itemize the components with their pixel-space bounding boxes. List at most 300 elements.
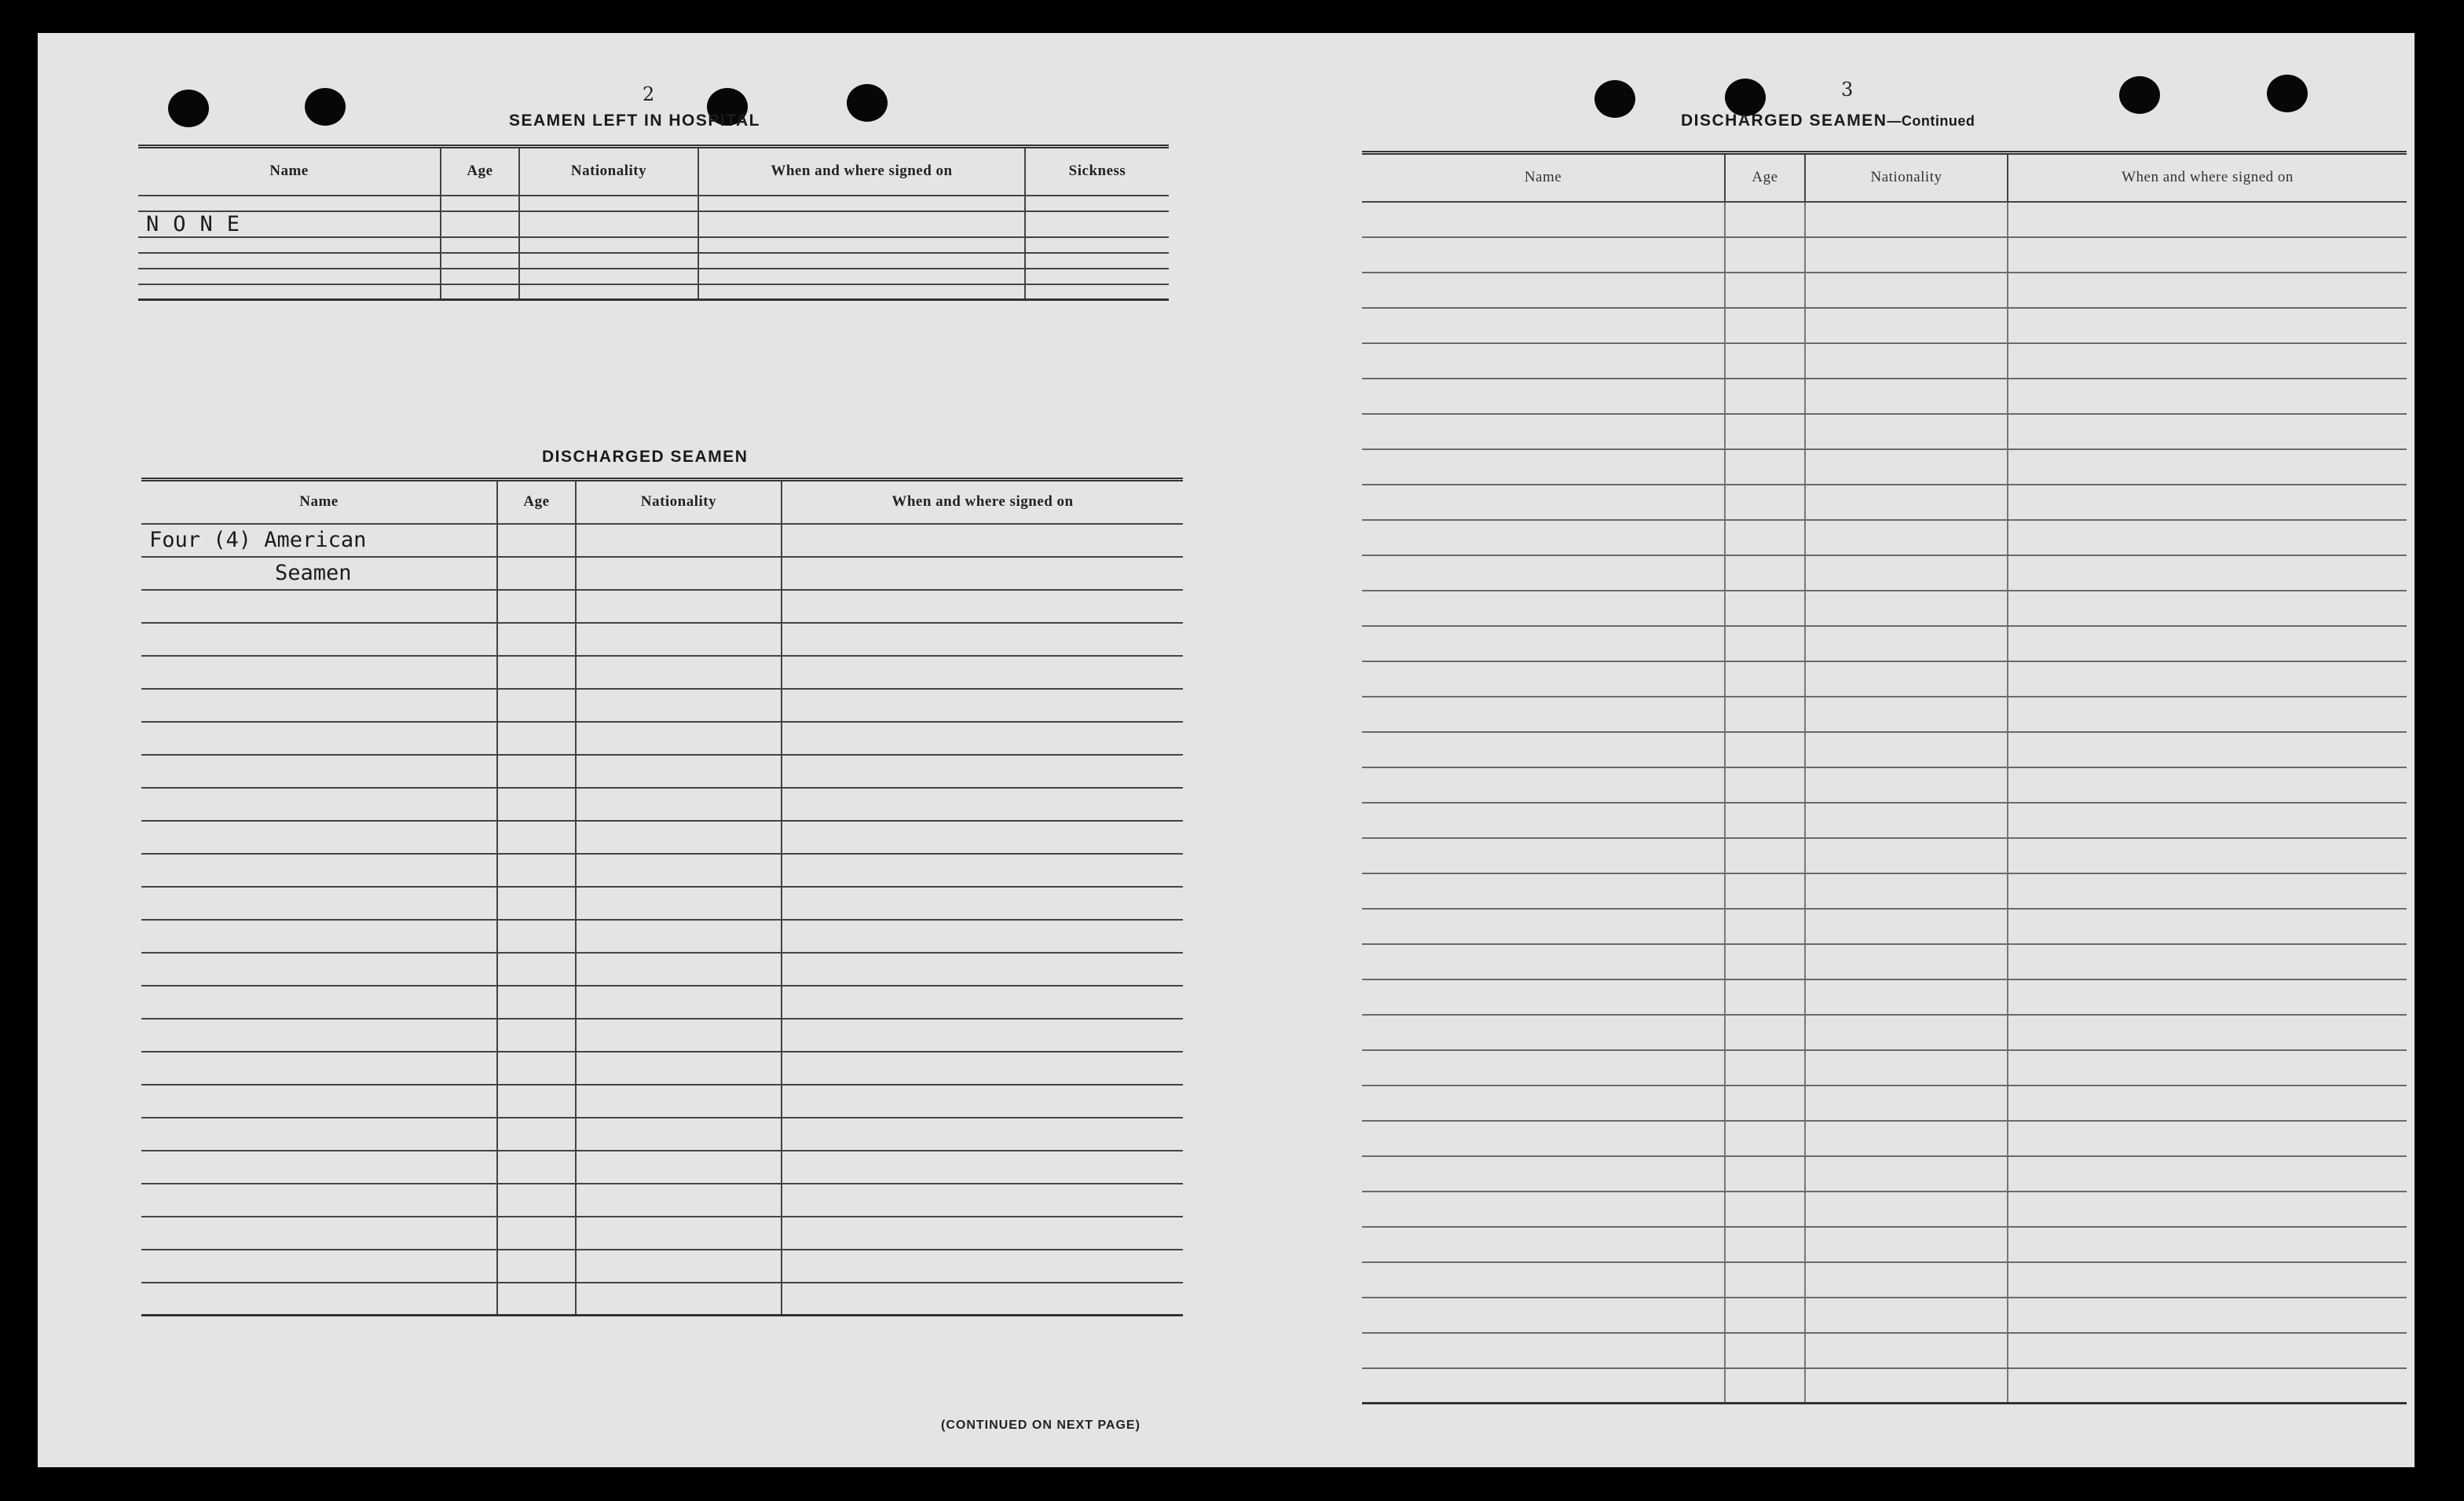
table-cell: [497, 1184, 576, 1217]
table-cell: [141, 590, 497, 623]
table-row: [1362, 237, 2407, 273]
table-cell: [2008, 1015, 2407, 1050]
table-cell: [1805, 1085, 2008, 1121]
table-cell: [441, 253, 519, 269]
table-cell: [1805, 1227, 2008, 1262]
table-cell: [698, 237, 1025, 253]
table-cell: [1362, 626, 1725, 661]
column-header: Nationality: [519, 147, 698, 196]
table-cell: [1362, 1298, 1725, 1333]
table-cell: [1725, 1298, 1805, 1333]
table-cell: [519, 211, 698, 237]
table-cell: [1362, 1085, 1725, 1121]
table-cell: [1362, 1121, 1725, 1156]
table-cell: [576, 557, 782, 590]
table-cell: [1362, 1015, 1725, 1050]
table-cell: [1805, 838, 2008, 873]
table-cell: [1362, 202, 1725, 237]
table-cell: [1725, 202, 1805, 237]
table-cell: [782, 1019, 1183, 1052]
table-cell: [497, 887, 576, 920]
table-cell: [1725, 979, 1805, 1015]
table-cell: [141, 1217, 497, 1250]
table-cell: [497, 557, 576, 590]
table-row: [1362, 979, 2407, 1015]
table-cell: [2008, 202, 2407, 237]
table-cell: [2008, 591, 2407, 626]
table-row: [141, 1250, 1183, 1283]
table-cell: [576, 1217, 782, 1250]
table-cell: [1362, 803, 1725, 838]
table-cell: [1805, 202, 2008, 237]
table-row: [141, 986, 1183, 1019]
table-cell: [782, 623, 1183, 656]
table-cell: [1362, 944, 1725, 979]
table-cell: [1725, 237, 1805, 273]
table-cell: [1362, 379, 1725, 414]
table-cell: [1805, 555, 2008, 591]
table-row: [1362, 803, 2407, 838]
table-cell: [441, 237, 519, 253]
table-cell: [497, 1019, 576, 1052]
table-cell: [141, 689, 497, 722]
table-cell: [1805, 1368, 2008, 1404]
table-row: [1362, 873, 2407, 909]
table-cell: [782, 788, 1183, 821]
table-cell: [782, 656, 1183, 689]
table-cell: Seamen: [141, 557, 497, 590]
table-cell: [2008, 520, 2407, 555]
table-cell: [138, 253, 441, 269]
table-row: [1362, 1368, 2407, 1404]
table-cell: [1362, 1192, 1725, 1227]
table-cell: [1362, 661, 1725, 697]
continued-table: [1362, 151, 2407, 1404]
table-cell: [2008, 1121, 2407, 1156]
table-cell: [782, 722, 1183, 755]
table-row: [1362, 449, 2407, 485]
table-cell: [2008, 555, 2407, 591]
table-cell: [1805, 767, 2008, 803]
table-cell: [782, 1250, 1183, 1283]
table-row: [141, 755, 1183, 788]
table-cell: [497, 1250, 576, 1283]
table-cell: [1725, 520, 1805, 555]
table-cell: [497, 689, 576, 722]
table-row: [1362, 202, 2407, 237]
table-cell: [1805, 379, 2008, 414]
table-cell: [519, 237, 698, 253]
table-cell: [1362, 1262, 1725, 1298]
table-cell: [141, 1151, 497, 1184]
table-cell: [1362, 1227, 1725, 1262]
table-cell: [141, 953, 497, 986]
table-cell: [576, 1019, 782, 1052]
table-cell: [576, 953, 782, 986]
table-cell: [2008, 273, 2407, 308]
table-row: [141, 524, 1183, 557]
table-cell: [497, 854, 576, 887]
table-cell: [698, 211, 1025, 237]
table-cell: [1025, 269, 1169, 284]
table-row: [141, 1019, 1183, 1052]
table-row: [1362, 1156, 2407, 1192]
table-cell: [141, 887, 497, 920]
table-cell: [1725, 414, 1805, 449]
table-cell: [576, 821, 782, 854]
table-cell: [1805, 1333, 2008, 1368]
table-cell: [1805, 1121, 2008, 1156]
table-row: [138, 237, 1169, 253]
column-header: Name: [141, 480, 497, 524]
table-row: [141, 1151, 1183, 1184]
table-cell: [519, 253, 698, 269]
table-cell: [576, 788, 782, 821]
table-row: [141, 887, 1183, 920]
table-cell: [1805, 732, 2008, 767]
column-header: When and where signed on: [2008, 153, 2407, 202]
table-cell: [1362, 767, 1725, 803]
table-cell: [1362, 873, 1725, 909]
table-cell: [138, 284, 441, 300]
table-row: [1362, 1050, 2407, 1085]
table-cell: [1805, 1050, 2008, 1085]
table-row: [1362, 838, 2407, 873]
right-page: [1263, 33, 2415, 1467]
table-cell: [1362, 485, 1725, 520]
table-cell: [1362, 308, 1725, 343]
table-cell: [141, 821, 497, 854]
table-cell: [1725, 909, 1805, 944]
column-header: Nationality: [1805, 153, 2008, 202]
table-cell: [138, 196, 441, 211]
table-row: [1362, 414, 2407, 449]
table-cell: [1725, 626, 1805, 661]
table-cell: [141, 1250, 497, 1283]
table-cell: [497, 1052, 576, 1085]
column-header: Sickness: [1025, 147, 1169, 196]
table-cell: [2008, 1368, 2407, 1404]
table-cell: [2008, 1192, 2407, 1227]
table-cell: [1362, 343, 1725, 379]
column-header: When and where signed on: [698, 147, 1025, 196]
table-cell: [1725, 485, 1805, 520]
table-cell: [519, 196, 698, 211]
table-row: [1362, 308, 2407, 343]
table-cell: [441, 196, 519, 211]
table-cell: [141, 656, 497, 689]
table-cell: [497, 953, 576, 986]
table-cell: [576, 1151, 782, 1184]
table-cell: [576, 656, 782, 689]
table-cell: [141, 788, 497, 821]
table-row: [141, 623, 1183, 656]
table-cell: [782, 920, 1183, 953]
table-row: [141, 1085, 1183, 1118]
column-header: Nationality: [576, 480, 782, 524]
table-cell: [1725, 591, 1805, 626]
table-cell: [576, 854, 782, 887]
table-row: [1362, 343, 2407, 379]
table-row: [141, 722, 1183, 755]
discharged-section-title: DISCHARGED SEAMEN: [542, 448, 749, 466]
table-cell: [497, 524, 576, 557]
table-cell: [497, 1118, 576, 1151]
table-row: [141, 1217, 1183, 1250]
table-cell: [782, 986, 1183, 1019]
table-cell: [1725, 343, 1805, 379]
table-cell: [1362, 449, 1725, 485]
table-cell: [1725, 273, 1805, 308]
table-cell: [576, 1250, 782, 1283]
table-cell: [1362, 1050, 1725, 1085]
table-cell: [1725, 697, 1805, 732]
table-row: [141, 1184, 1183, 1217]
table-cell: [2008, 308, 2407, 343]
table-cell: [1362, 838, 1725, 873]
table-cell: [1805, 1298, 2008, 1333]
table-cell: [1805, 661, 2008, 697]
table-cell: [698, 253, 1025, 269]
left-page: [38, 33, 1247, 1467]
table-row: [1362, 1298, 2407, 1333]
table-row: [1362, 1121, 2407, 1156]
table-cell: [576, 920, 782, 953]
table-cell: [1725, 1050, 1805, 1085]
table-cell: [1362, 414, 1725, 449]
table-cell: [1725, 379, 1805, 414]
table-cell: [1805, 979, 2008, 1015]
section-title-text: DISCHARGED SEAMEN: [1681, 112, 1887, 130]
table-cell: [1805, 237, 2008, 273]
table-cell: [1025, 253, 1169, 269]
table-cell: [1725, 1121, 1805, 1156]
table-cell: [2008, 449, 2407, 485]
table-cell: [782, 557, 1183, 590]
table-cell: [1362, 979, 1725, 1015]
table-cell: [497, 755, 576, 788]
table-cell: [1805, 803, 2008, 838]
table-cell: [782, 590, 1183, 623]
table-cell: [1725, 1015, 1805, 1050]
table-cell: [141, 1184, 497, 1217]
table-row: [1362, 520, 2407, 555]
table-cell: [2008, 626, 2407, 661]
table-cell: [576, 986, 782, 1019]
table-cell: [1805, 909, 2008, 944]
table-row: [1362, 626, 2407, 661]
table-row: [1362, 379, 2407, 414]
table-cell: [1362, 237, 1725, 273]
table-cell: [441, 211, 519, 237]
table-cell: [141, 1085, 497, 1118]
column-header: When and where signed on: [782, 480, 1183, 524]
table-cell: [1362, 1333, 1725, 1368]
table-cell: [1805, 308, 2008, 343]
table-cell: [576, 1118, 782, 1151]
table-row: [141, 1118, 1183, 1151]
page-number: 3: [1841, 79, 1854, 101]
table-cell: [2008, 1333, 2407, 1368]
table-cell: [576, 755, 782, 788]
table-cell: [782, 1217, 1183, 1250]
table-cell: [576, 887, 782, 920]
table-cell: [782, 1118, 1183, 1151]
table-cell: [2008, 979, 2407, 1015]
table-cell: Four (4) American: [141, 524, 497, 557]
table-cell: [1805, 485, 2008, 520]
table-cell: [141, 1118, 497, 1151]
column-header: Age: [1725, 153, 1805, 202]
table-cell: [1725, 732, 1805, 767]
table-cell: [1805, 414, 2008, 449]
table-row: [141, 590, 1183, 623]
table-cell: [1805, 697, 2008, 732]
table-row: [138, 284, 1169, 300]
table-cell: [497, 1217, 576, 1250]
table-cell: [497, 1151, 576, 1184]
table-cell: [497, 788, 576, 821]
table-cell: [1362, 697, 1725, 732]
table-row: [1362, 1192, 2407, 1227]
table-cell: [141, 854, 497, 887]
table-cell: [497, 623, 576, 656]
table-cell: [141, 1052, 497, 1085]
page-number: 2: [643, 83, 655, 105]
table-cell: [1805, 873, 2008, 909]
table-cell: [698, 284, 1025, 300]
table-cell: [138, 237, 441, 253]
table-cell: [2008, 1085, 2407, 1121]
table-row: [1362, 1015, 2407, 1050]
table-cell: [1725, 308, 1805, 343]
table-cell: [1725, 767, 1805, 803]
table-cell: [441, 269, 519, 284]
table-row: [138, 253, 1169, 269]
table-cell: [2008, 732, 2407, 767]
table-cell: [1725, 1085, 1805, 1121]
table-cell: [782, 689, 1183, 722]
column-header: Name: [1362, 153, 1725, 202]
table-cell: [2008, 485, 2407, 520]
table-cell: [1362, 1156, 1725, 1192]
table-row: [1362, 944, 2407, 979]
table-row: [141, 689, 1183, 722]
table-cell: [2008, 803, 2407, 838]
table-row: [138, 269, 1169, 284]
table-cell: [782, 1184, 1183, 1217]
table-cell: [141, 1019, 497, 1052]
table-cell: [2008, 838, 2407, 873]
table-cell: [2008, 414, 2407, 449]
table-row: [141, 953, 1183, 986]
table-cell: [1805, 449, 2008, 485]
table-cell: [1725, 1262, 1805, 1298]
table-cell: [2008, 697, 2407, 732]
table-cell: [2008, 343, 2407, 379]
table-cell: [519, 284, 698, 300]
table-cell: [497, 1283, 576, 1316]
table-row: [1362, 591, 2407, 626]
table-row: [141, 656, 1183, 689]
table-cell: [1725, 1227, 1805, 1262]
table-cell: [1362, 555, 1725, 591]
table-cell: [782, 524, 1183, 557]
table-cell: [2008, 1298, 2407, 1333]
table-cell: [497, 656, 576, 689]
table-cell: [1725, 873, 1805, 909]
table-cell: [782, 854, 1183, 887]
table-cell: [1025, 284, 1169, 300]
table-row: [138, 196, 1169, 211]
table-cell: [2008, 237, 2407, 273]
table-row: [1362, 1227, 2407, 1262]
table-cell: [2008, 1156, 2407, 1192]
table-cell: [782, 887, 1183, 920]
table-cell: [1805, 1192, 2008, 1227]
table-cell: [1805, 520, 2008, 555]
scanned-document-sheet: [38, 33, 2415, 1467]
table-row: [1362, 555, 2407, 591]
table-cell: [141, 623, 497, 656]
table-row: [1362, 1262, 2407, 1298]
table-cell: [1725, 803, 1805, 838]
table-cell: [782, 953, 1183, 986]
table-cell: [1725, 1156, 1805, 1192]
table-cell: [576, 623, 782, 656]
table-cell: [141, 986, 497, 1019]
table-row: [141, 1283, 1183, 1316]
table-cell: [782, 821, 1183, 854]
table-cell: [1362, 591, 1725, 626]
table-cell: [1725, 555, 1805, 591]
table-cell: [1805, 273, 2008, 308]
table-row: [1362, 697, 2407, 732]
table-cell: [576, 1052, 782, 1085]
table-cell: [576, 1283, 782, 1316]
table-row: [1362, 661, 2407, 697]
table-cell: [1805, 343, 2008, 379]
column-header: Name: [138, 147, 441, 196]
table-cell: [138, 269, 441, 284]
table-row: [141, 821, 1183, 854]
table-cell: [497, 920, 576, 953]
table-cell: [576, 590, 782, 623]
table-cell: NONE: [138, 211, 441, 237]
table-cell: [1725, 661, 1805, 697]
table-cell: [782, 1085, 1183, 1118]
table-cell: [1025, 211, 1169, 237]
table-cell: [1725, 1368, 1805, 1404]
table-cell: [141, 920, 497, 953]
table-cell: [2008, 909, 2407, 944]
table-cell: [1805, 1015, 2008, 1050]
table-row: [1362, 732, 2407, 767]
table-cell: [497, 821, 576, 854]
section-title-suffix: —Continued: [1887, 113, 1975, 129]
table-cell: [2008, 873, 2407, 909]
table-row: [1362, 1333, 2407, 1368]
hospital-table: [138, 145, 1169, 301]
continued-section-title: [1681, 112, 1975, 130]
table-row: [141, 854, 1183, 887]
table-cell: [1025, 237, 1169, 253]
column-header: Age: [441, 147, 519, 196]
table-cell: [782, 755, 1183, 788]
table-cell: [141, 722, 497, 755]
table-cell: [698, 196, 1025, 211]
table-row: [141, 557, 1183, 590]
